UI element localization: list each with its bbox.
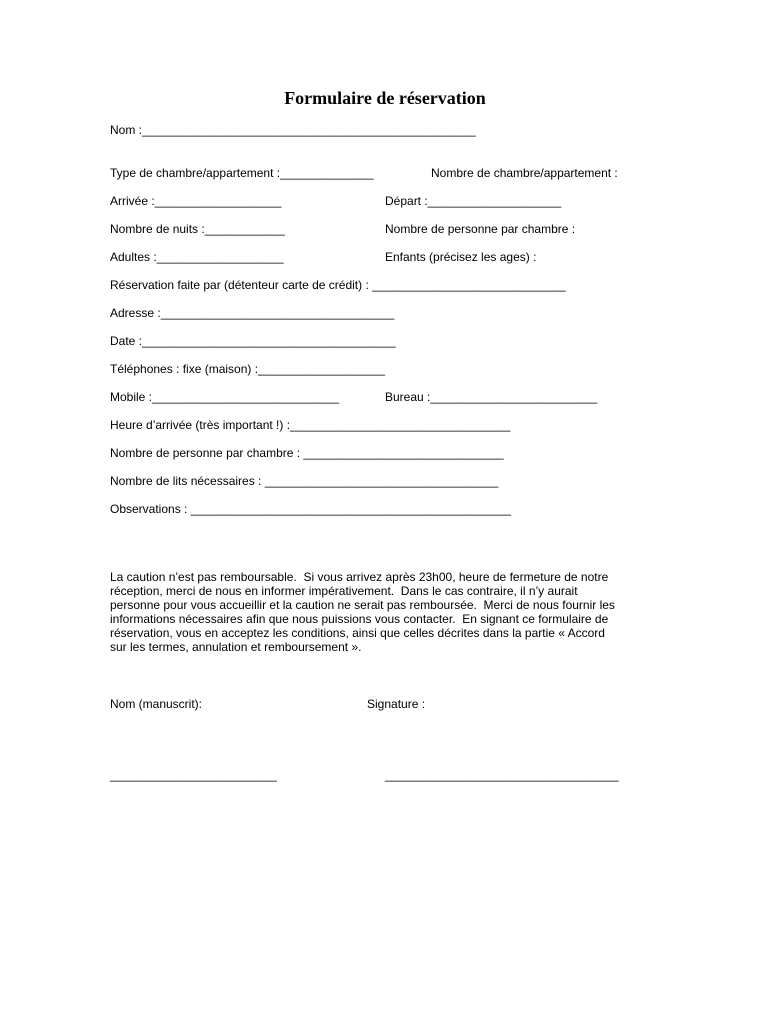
field-date: Date :______________________________________ [110,334,396,348]
field-nombre-personne-chambre: Nombre de personne par chambre : [385,222,576,236]
field-mobile: Mobile :____________________________ [110,390,339,404]
field-arrivee: Arrivée :___________________ [110,194,282,208]
field-telephones: Téléphones : fixe (maison) :___________________ [110,362,385,376]
conditions-line: réservation, vous en acceptez les conditions, ainsi que celles décrites dans la partie « Accord [110,626,605,640]
field-adresse: Adresse :___________________________________ [110,306,395,320]
field-adultes: Adultes :___________________ [110,250,284,264]
field-nom: Nom :__________________________________________________ [110,123,476,137]
field-type-chambre: Type de chambre/appartement :______________ [110,166,374,180]
field-depart: Départ :____________________ [385,194,562,208]
conditions-line: La caution n’est pas remboursable. Si vous arrivez après 23h00, heure de fermeture de notre [110,570,609,584]
field-enfants: Enfants (précisez les ages) : [385,250,537,264]
field-heure-arrivee: Heure d’arrivée (très important !) :_________________________________ [110,418,511,432]
field-nombre-nuits: Nombre de nuits :____________ [110,222,285,236]
field-observations: Observations : ________________________________________________ [110,502,512,516]
signature-line: ___________________________________ [385,768,619,782]
form-title: Formulaire de réservation [284,88,486,108]
conditions-line: informations nécessaires afin que nous puissions vous contacter. En signant ce formulaire de [110,612,609,626]
signature-label: Signature : [367,697,426,711]
conditions-line: personne pour vous accueillir et la caution ne serait pas remboursée. Merci de nous fournir les [110,598,615,612]
field-nombre-chambre: Nombre de chambre/appartement : [431,166,618,180]
field-nombre-lits: Nombre de lits nécessaires : ___________________________________ [110,474,499,488]
field-bureau: Bureau :_________________________ [385,390,598,404]
nom-manuscrit-line: _________________________ [110,768,277,782]
nom-manuscrit-label: Nom (manuscrit): [110,697,203,711]
field-reservation-par: Réservation faite par (détenteur carte de crédit) : _____________________________ [110,278,566,292]
conditions-line: sur les termes, annulation et remboursement ». [110,640,362,654]
conditions-line: réception, merci de nous en informer impérativement. Dans le cas contraire, il n’y aurait [110,584,578,598]
conditions-paragraph [110,570,660,654]
field-nombre-personne-chambre-2: Nombre de personne par chambre : ______________________________ [110,446,504,460]
